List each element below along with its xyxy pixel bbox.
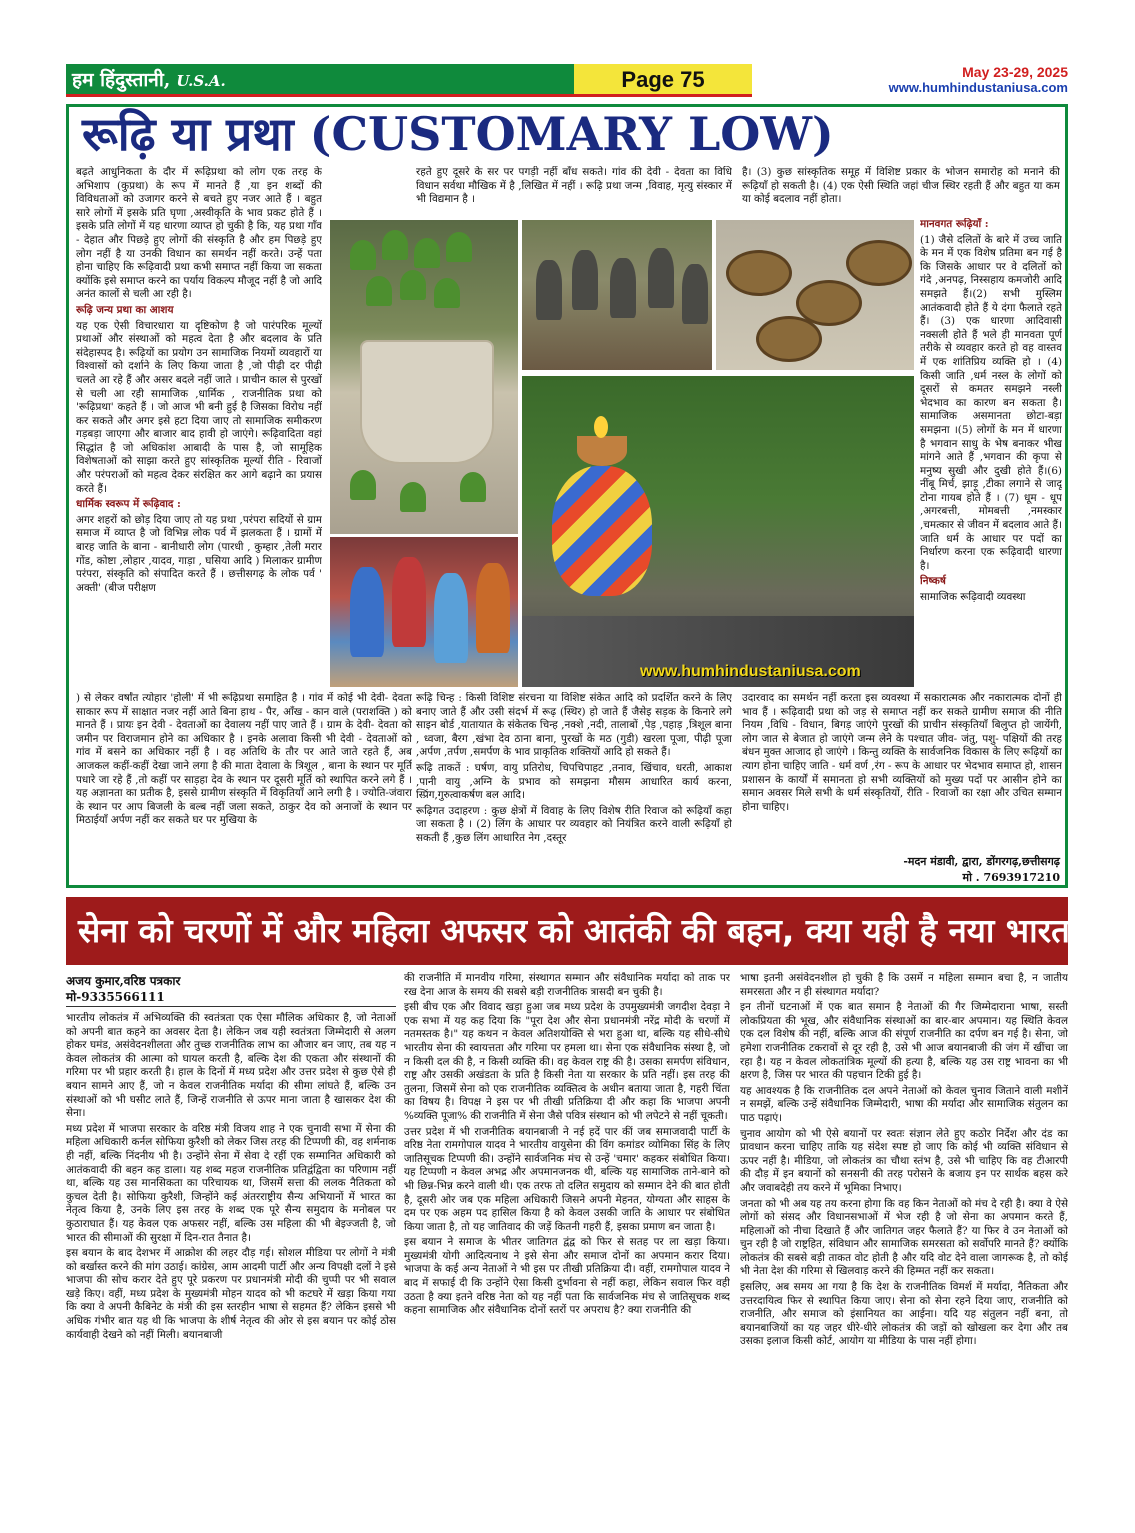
article1-col3-side	[920, 218, 1062, 690]
article2-author: अजय कुमार,वरिष्ठ पत्रकार	[66, 974, 181, 988]
article1-meaning-text: यह एक ऐसी विचारधारा या दृष्टिकोण है जो पारंपरिक मूल्यों प्रथाओं और संस्थाओं को महत्व देता है और बदलाव के प्रति संदेहास्पद है। रूढ़ियों का प्रयोग उन सामाजिक नियमों व्यवहारों या विश्वासों को दर्शाने के लिए किया जाता है ,जो पीढ़ी दर पीढ़ी चलते आ रहे हैं और असर बदले नहीं जाते । प्राचीन काल से पुरखों से चली आ रही सामाजिक ,धार्मिक , राजनीतिक प्रथा को 'रूढ़िप्रथा' कहते हैं । जो आज भी बनी हुई है जिसका विरोध नहीं कर सकते और अगर इसे हटा दिया जाए तो सामाजिक समीकरण गड़बड़ा जाएगा और बाजार बाद हावी हो जाएंगे। रूढ़िवादिता वहां सिद्धांत है जो अधिकांश आबादी के पास है, जो सामूहिक विशेषताओं को साझा करते हुए सांस्कृतिक मूल्यों रीति - रिवाजों और परंपराओं को महत्व देकर संरक्षित कर आगे बढ़ाने का प्रयास करते हैं।	[76, 319, 322, 495]
photo-stones	[522, 220, 712, 370]
article2-col3-p2: इन तीनों घटनाओं में एक बात समान है नेताओं की गैर जिम्मेदाराना भाषा, सस्ती लोकप्रियता की भूख, और संवैधानिक संस्थाओं का बार-बार अपमान। यह स्थिति केवल एक दल विशेष की नहीं, बल्कि आज की संपूर्ण राजनीति का दर्पण बन गई है। सेना, जो हमेशा राजनीतिक टकरावों से दूर रही है, उसे भी आज बयानबाजी की जंग में खींचा जा रहा है। यह न केवल लोकतांत्रिक मूल्यों की हत्या है, बल्कि यह उस राष्ट्र भावना का भी क्षरण है, जिस पर भारत की पहचान टिकी हुई है।	[740, 1001, 1068, 1082]
article1-byline: -मदन मंडावी, द्वारा, डोंगरगढ़,छत्तीसगढ़	[903, 855, 1060, 868]
paper-usa: U.S.A.	[176, 72, 226, 90]
leaf-cone	[366, 276, 392, 306]
photo-kalash	[522, 376, 914, 687]
issue-date: May 23-29, 2025	[962, 64, 1068, 80]
article1-forces: रूढ़ि ताकतें : घर्षण, वायु प्रतिरोध, चिपचिपाहट ,तनाव, खिंचाव, धरती, आकाश ,पानी वायु ,अग्नि के प्रभाव को समझना मौसम आधारित कार्य करना, स्प्रिंग,गुरुत्वाकर्षण बल आदि।	[416, 761, 732, 802]
page-number: Page 75	[574, 64, 752, 97]
offering-bowl	[846, 240, 912, 286]
leaf-cone	[446, 232, 472, 262]
article1-intro: बढ़ते आधुनिकता के दौर में रूढ़िप्रथा को लोग एक तरह के अभिशाप (कुप्रथा) के रूप में मानते हैं ,या इन शब्दों की विविधताओं को उजागर करने से बचते हुए नजर आते हैं । बहुत सारे लोगों में इसके प्रति घृणा ,अस्वीकृति के भाव प्रकट होते हैं । इसके प्रति लोगों में यह धारणा व्याप्त हो चुकी है कि, यह प्रथा गाँव - देहात और पिछड़े हुए लोगों की संस्कृति है और हम पिछड़े हुए लोग नहीं है या उनकी विधान का समर्थन नहीं करते। उन्हें पता होना चाहिए कि रूढ़िवादी प्रथा कभी समाप्त नहीं किया जा सकता क्योंकि इसे समाप्त करने का पर्याय विकल्प मौजूद नहीं है जो आदि अनंत कालों से चली आ रही है।	[76, 166, 322, 301]
leaf-cone	[350, 470, 376, 500]
article1-col3-top-text: है। (3) कुछ सांस्कृतिक समूह में विशिष्ट प्रकार के भोजन समारोह को मनाने की रूढ़ियाँ हो सकती है। (4) एक ऐसी स्थिति जहां चीज स्थिर रहती हैं और बहुत या कम या कोई बदलाव नहीं होता।	[742, 166, 1060, 206]
article2-col3-p1: भाषा इतनी असंवेदनशील हो चुकी है कि उसमें न महिला सम्मान बचा है, न जातीय समरसता और न ही संस्थागत मर्यादा?	[740, 972, 1068, 998]
article2-banner	[66, 897, 1090, 965]
article2-col2	[404, 972, 730, 1528]
author-divider	[66, 1006, 396, 1007]
article1-signs: रूढ़ि चिन्ह : किसी विशिष्ट संरचना या विशिष्ट संकेत आदि को प्रदर्शित करने के लिए बनाए जाते हैं और उसी संदर्भ में रूढ़ (स्थिर) हो जाते हैं जैसेइ सड़क के किनारे लगे साइन बोर्ड ,यातायात के संकेतक चिन्ह ,नक्शे ,नदी, तालाबों ,पेड़ ,पहाड़ ,त्रिशूल बाना , ध्वजा, बैरग ,खंभा देव ठाना बाना, पुरखों के मठ (गुडी) खरला पूजा, पीढ़ी पूजा ,अर्पण ,तर्पण ,समर्पण के भाव प्राकृतिक शक्तियों आदि हो सकते हैं।	[416, 692, 732, 759]
leaf-cone	[414, 238, 440, 268]
leaf-cone	[460, 472, 486, 502]
article1-sub-human: मानवगत रूढ़ियाँ :	[920, 218, 989, 230]
article1-phone: मो . 7693917210	[962, 871, 1060, 884]
diya-lamp	[577, 436, 627, 466]
woman-figure	[350, 567, 384, 657]
article2-col1-p3: इस बयान के बाद देशभर में आक्रोश की लहर दौड़ गई। सोशल मीडिया पर लोगों ने मंत्री को बर्खास्त करने की मांग उठाई। कांग्रेस, आम आदमी पार्टी और अन्य विपक्षी दलों ने इसे भाजपा की सोच करार देते हुए पूरे प्रकरण पर प्रधानमंत्री मोदी की चुप्पी पर भी सवाल खड़े किए। वहीं, मध्य प्रदेश के मुख्यमंत्री मोहन यादव को भी कटघरे में खड़ा किया गया कि क्या वे अपनी कैबिनेट के मंत्री की इस स्तरहीन भाषा से सहमत हैं? लेकिन इससे भी अधिक गंभीर बात यह थी कि भाजपा के शीर्ष नेतृत्व की ओर से इस बयान पर कोई ठोस कार्यवाही देखने को नहीं मिली। बयानबाजी	[66, 1247, 396, 1341]
paper-name: हम हिंदुस्तानी, U.S.A.	[72, 69, 226, 91]
article1-col1	[76, 166, 322, 686]
article1-col3-bottom	[742, 692, 1062, 852]
flame	[594, 416, 608, 438]
article1-conclusion-text: उदारवाद का समर्थन नहीं करता इस व्यवस्था में सकारात्मक और नकारात्मक दोनों ही भाव हैं । रूढ़िवादी प्रथा को जड़ से समाप्त नहीं कर सकते ग्रामीण समाज की नीति नियम ,विधि - विधान, बिगड़ जाएंगे पुरखों की प्राचीन संस्कृतियाँ बिलुप्त हो जायेंगी, लोग जात से बेजात हो जाएंगे जन्म लेने के पश्चात जीव- जंतु, पशु- पक्षियों की तरह बंधन मुक्त आजाद हो जाएंगे । किन्तु व्यक्ति के सार्वजनिक विकास के लिए रूढ़ियों का त्याग होना चाहिए जाति - धर्म वर्ण ,रंग - रूप के आधार पर भेदभाव समाप्त हो, शासन प्रशासन के कार्यों में समानता हो सभी व्यक्तियों को मुख्य पदों पर आसीन होने का समान अवसर मिले सभी के धर्म संस्कृतियों, रीति - रिवाजों का रक्षा और उचित सम्मान होना चाहिए।	[742, 692, 1062, 813]
article2-headline: सेना को चरणों में और महिला अफसर को आतंकी की बहन, क्या यही है नया भारत?	[78, 911, 1090, 950]
woman-figure	[476, 563, 510, 653]
article1-conclusion-start: सामाजिक रूढ़िवादी व्यवस्था	[920, 591, 1026, 604]
article2-col2-p1: की राजनीति में मानवीय गरिमा, संस्थागत सम्मान और संवैधानिक मर्यादा को ताक पर रख देना आज के समय की सबसे बड़ी राजनीतिक त्रासदी बन चुकी है।	[404, 972, 730, 998]
woman-figure	[392, 557, 426, 647]
article1-col2-top	[416, 166, 732, 218]
leaf-cone	[350, 240, 376, 270]
woman-figure	[434, 573, 468, 663]
offering-bowl	[726, 250, 792, 296]
stone-pot	[360, 340, 494, 464]
article2-col3-p6: इसलिए, अब समय आ गया है कि देश के राजनीतिक विमर्श में मर्यादा, नैतिकता और उत्तरदायित्व फिर से स्थापित किया जाए। सेना को सेना रहने दिया जाए, राजनीति को राजनीति, और समाज को इंसानियत का आईना। यदि यह संतुलन नहीं बना, तो बयानबाजियों का यह जहर धीरे-धीरे लोकतंत्र की जड़ों को खोखला कर देगा और तब उसका इलाज किसी कोर्ट, आयोग या मीडिया के पास नहीं होगा।	[740, 1281, 1068, 1348]
stone-idol	[682, 264, 708, 324]
article2-col3-p4: चुनाव आयोग को भी ऐसे बयानों पर स्वतः संज्ञान लेते हुए कठोर निर्देश और दंड का प्रावधान करना चाहिए ताकि यह संदेश स्पष्ट हो जाए कि कोई भी व्यक्ति संविधान से ऊपर नहीं है। मीडिया, जो लोकतंत्र का चौथा स्तंभ है, उसे भी चाहिए कि वह टीआरपी की दौड़ में इन बयानों को सनसनी की तरह परोसने के बजाय इन पर सार्थक बहस करे और जवाबदेही तय करने में भूमिका निभाए।	[740, 1127, 1068, 1194]
article2-col3-p5: जनता को भी अब यह तय करना होगा कि वह किन नेताओं को मंच दे रही है। क्या वे ऐसे लोगों को संसद और विधानसभाओं में भेज रही है जो सेना का अपमान करते हैं, महिलाओं को नीचा दिखाते हैं और जातिगत जहर फैलाते हैं? या फिर वे उन नेताओं को चुन रही है जो राष्ट्रहित, संविधान और सामाजिक समरसता को सर्वोपरि मानते हैं? क्योंकि लोकतंत्र की सबसे बड़ी ताकत वोट होती है और यदि वोट देने वाला जागरूक है, तो कोई भी नेता देश की गरिमा से खिलवाड़ करने की हिम्मत नहीं कर सकता।	[740, 1197, 1068, 1278]
website-link[interactable]: www.humhindustaniusa.com	[888, 80, 1068, 95]
article2-col1-p2: मध्य प्रदेश में भाजपा सरकार के वरिष्ठ मंत्री विजय शाह ने एक चुनावी सभा में सेना की महिला अधिकारी कर्नल सोफिया कुरैशी को लेकर जिस तरह की टिप्पणी की, वह शर्मनाक ही नहीं, बल्कि निंदनीय भी है। उन्होंने सेना में सेवा दे रहीं एक सम्मानित अधिकारी को आतंकवादी की बहन कह डाला। यह शब्द महज राजनीतिक प्रतिद्वंद्विता का परिणाम नहीं था, बल्कि यह उस मानसिकता का परिचायक था, जिसमें सत्ता की ललक नैतिकता को कुचल देती है। सोफिया कुरैशी, जिन्होंने कई अंतरराष्ट्रीय सैन्य अभियानों में भारत का नेतृत्व किया है, उनके लिए इस तरह के शब्द एक पूरे सैन्य समुदाय के मनोबल पर कुठाराघात हैं। यह केवल एक अफसर नहीं, बल्कि उस महिला की भी बेइज्जती है, जो भारत की सीमाओं की सुरक्षा में दिन-रात तैनात है।	[66, 1122, 396, 1244]
article2-col2-p3: उत्तर प्रदेश में भी राजनीतिक बयानबाजी ने नई हदें पार कीं जब समाजवादी पार्टी के वरिष्ठ नेता रामगोपाल यादव ने भारतीय वायुसेना की विंग कमांडर व्योमिका सिंह के लिए जातिसूचक टिप्पणी की। उन्होंने सार्वजनिक मंच से उन्हें 'चमार' कहकर संबोधित किया। यह टिप्पणी न केवल अभद्र और अपमानजनक थी, बल्कि यह सामाजिक ताने-बाने को भी छिन्न-भिन्न करने वाली थी। एक तरफ तो दलित समुदाय को सम्मान देने की बात होती है, दूसरी ओर जब एक महिला अधिकारी जिसने अपनी मेहनत, योग्यता और साहस के दम पर एक अहम पद हासिल किया है को केवल उसकी जाति के आधार पर संबोधित किया जाता है, तो यह जातिवाद की जड़ें कितनी गहरी हैं, इसका प्रमाण बन जाता है।	[404, 1125, 730, 1233]
article2-col2-p4: इस बयान ने समाज के भीतर जातिगत द्वंद्व को फिर से सतह पर ला खड़ा किया। मुख्यमंत्री योगी आदित्यनाथ ने इसे सेना और समाज दोनों का अपमान करार दिया। भाजपा के कई अन्य नेताओं ने भी इस पर तीखी प्रतिक्रिया दी। वहीं, रामगोपाल यादव ने बाद में सफाई दी कि उन्होंने ऐसा किसी दुर्भावना से नहीं कहा, लेकिन सवाल फिर वही उठता है क्या इतने वरिष्ठ नेता को यह नहीं पता कि सार्वजनिक मंच से जातिसूचक शब्द कहना सामाजिक और संवैधानिक दोनों स्तरों पर अपराध है? क्या राजनीति की	[404, 1236, 730, 1317]
article1-sub-meaning: रूढ़ि जन्य प्रथा का आशय	[76, 303, 174, 316]
article1-col1-cont	[76, 692, 412, 882]
article2-col3-p3: यह आवश्यक है कि राजनीतिक दल अपने नेताओं को केवल चुनाव जिताने वाली मशीनें न समझें, बल्कि उन्हें संवैधानिक जिम्मेदारी, भाषा की मर्यादा और सामाजिक संतुलन का पाठ पढ़ाएं।	[740, 1084, 1068, 1124]
article1-human-text: (1) जैसे दलितों के बारे में उच्च जाति के मन में एक विशेष प्रतिमा बन गई है कि जिसके आधार पर वे दलितों को गंदे ,अनपढ़, निस्सहाय कमजोरी आदि समझते हैं।(2) सभी मुस्लिम आतंकवादी होते हैं ये दंगा फैलाते रहते हैं। (3) एक धारणा आदिवासी नक्सली होते हैं भले ही मानवता पूर्ण तरीके से व्यवहार करते हो वह वास्तव में एक शांतिप्रिय व्यक्ति हो । (4) किसी जाति ,धर्म नस्ल के लोगों को दूसरों से कमतर समझने नस्ली भेदभाव का कारण बन सकता है। सामाजिक असमानता छोटा-बड़ा समझना ।(5) लोगों के मन में धारणा है भगवान साधु के भेष बनाकर भीख मांगने आते हैं ,भगवान की कृपा से मनुष्य सुखी और दुखी होते हैं।(6) नींबू मिर्च, झाड़ू ,टीका लगाने से जादू टोना गायब होते हैं । (7) धूम - धूप ,अगरबत्ती, मोमबत्ती ,नमस्कार ,चमत्कार से जीवन में बदलाव आते हैं। जाति धर्म के आधार पर पदों का निर्धारण करना एक रूढ़िवादी धारणा है।	[920, 233, 1062, 572]
leaf-cone	[400, 482, 426, 512]
article1-headline: रूढ़ि या प्रथा (CUSTOMARY LOW)	[82, 107, 834, 161]
stone-idol	[536, 260, 562, 320]
photo-watermark: www.humhindustaniusa.com	[640, 663, 861, 680]
page-header	[66, 64, 1068, 96]
article2-author-phone: मो-9335566111	[66, 990, 165, 1004]
article1-col2-bottom	[416, 692, 732, 882]
kalash-pot	[552, 466, 652, 596]
masthead-bar	[66, 64, 574, 97]
leaf-cone	[434, 278, 460, 308]
article2-col1-p1: भारतीय लोकतंत्र में अभिव्यक्ति की स्वतंत्रता एक ऐसा मौलिक अधिकार है, जो नेताओं को अपनी बात कहने का अवसर देता है। लेकिन जब यही स्वतंत्रता जिम्मेदारी से अलग होकर घमंड, असंवेदनशीलता और तुच्छ राजनीतिक लाभ का औजार बन जाए, तब यह न केवल लोकतंत्र की आत्मा को घायल करती है, बल्कि देश की एकता और संस्थानों की गरिमा पर भी प्रहार करती है। हाल के दिनों में मध्य प्रदेश और उत्तर प्रदेश से कुछ ऐसे ही बयान सामने आए हैं, जो न केवल राजनीतिक मर्यादा की सीमा लांघते हैं, बल्कि उन संस्थाओं को भी घसीट लाते हैं, जिन्हें राजनीति से ऊपर माना जाता है खासकर देश की सेना।	[66, 1012, 396, 1120]
offering-bowl	[756, 316, 822, 362]
leaf-cone	[400, 270, 426, 300]
photo-women-ritual	[330, 537, 518, 687]
article2-col2-p2: इसी बीच एक और विवाद खड़ा हुआ जब मध्य प्रदेश के उपमुख्यमंत्री जगदीश देवड़ा ने एक सभा में यह कह दिया कि "पूरा देश और सेना प्रधानमंत्री नरेंद्र मोदी के चरणों में नतमस्तक है।" यह कथन न केवल अतिशयोक्ति से भरा हुआ था, बल्कि यह सीधे-सीधे भारतीय सेना की स्वायत्तता और गरिमा पर हमला था। सेना एक संवैधानिक संस्था है, जो न किसी दल की है, न किसी व्यक्ति की। वह केवल राष्ट्र की है। उसका समर्पण संविधान, राष्ट्र और उसकी अखंडता के प्रति है किसी नेता या सरकार के प्रति नहीं। इस तरह की तुलना, जिसमें सेना को एक राजनीतिक व्यक्तित्व के अधीन बताया जाता है, गहरी चिंता का विषय है। विपक्ष ने इस पर भी तीखी प्रतिक्रिया दी और कहा कि भाजपा अपनी %व्यक्ति पूजा% की राजनीति में सेना जैसे पवित्र संस्थान को भी लपेटने से नहीं चूकती।	[404, 1001, 730, 1122]
article1-religious-text: अगर शहरों को छोड़ दिया जाए तो यह प्रथा ,परंपरा सदियों से ग्राम समाज में व्याप्त है जो विभिन्न लोक पर्व में झलकता हैं । ग्रामों में बारह जाति के बाना - बानीधारी लोग (पारधी , कुम्हार ,तेली मरार गोंड, कोष्टा ,लोहार ,यादव, गाड़ा , घसिया आदि ) मिलाकर ग्रामीण परंपरा, संस्कृति को संपादित करते हैं । छत्तीसगढ़ के लोक पर्व ' अक्ती' (बीज परीक्षण	[76, 513, 322, 594]
stone-idol	[572, 250, 598, 310]
stone-idol	[610, 258, 636, 318]
article2-col1	[66, 1012, 396, 1528]
article1-sub-religious: धार्मिक स्वरूप में रूढ़िवाद :	[76, 498, 181, 511]
photo-offerings	[716, 220, 914, 370]
article1-sub-conclusion: निष्कर्ष	[920, 575, 946, 588]
photo-leaf-pots	[330, 220, 518, 534]
stone-idol	[648, 248, 674, 308]
article1-col2-top-text: रहते हुए दूसरे के सर पर पगड़ी नहीं बाँध सकते। गांव की देवी - देवता का विधि विधान सर्वथा मौखिक में है ,लिखित में नहीं । रूढ़ि प्रथा जन्म ,विवाह, मृत्यु संस्कार में भी विद्यमान है ।	[416, 166, 732, 206]
article1-examples: रूढ़िगत उदाहरण : कुछ क्षेत्रों में विवाह के लिए विशेष रीति रिवाज को रूढ़ियाँ कहा जा सकता है । (2) लिंग के आधार पर व्यवहार को नियंत्रित करने वाली रूढ़ियाँ हो सकती हैं ,कुछ लिंग आधारित नेग ,दस्तूर	[416, 804, 732, 844]
leaf-cone	[382, 230, 408, 260]
article2-col3	[740, 972, 1068, 1528]
article1-col1-cont-text: ) से लेकर वर्षांत त्योहार 'होली' में भी रूढ़िप्रथा समाहित है । गांव में कोई भी देवी- देवता साकार रूप में साक्षात नजर नहीं आते बिना हाथ - पैर, आँख - कान वाले (पराशक्ति ) को मानते हैं । प्रायः इन देवी - देवताओं का देवालय नहीं पाए जाते हैं । ग्राम के देवी- देवता को जमीन पर विराजमान होने का अधिकार है । इनके अलावा किसी भी देवी - देवताओं को गांव में बसने का अधिकार नहीं है । वह अतिथि के तौर पर आते जाते रहते हैं, अब आजकल कहीं-कहीं देखा जाने लगा है की माता देवाला के त्रिशूल , बाना के स्थान पर मूर्ति पधारे जा रहे हैं ,तो कहीं पर साड़हा देव के स्थान पर दूसरी मूर्ति को स्थापित करने लगे हैं । यह अज्ञानता का प्रतीक है, इससे ग्रामीण संस्कृति में विकृतियाँ आने लगी है । ज्योति-जंवारा के स्थान पर आप बिजली के बल्ब नहीं जला सकते, ठाकुर देव को अनाजों के स्थान पर मिठाईयाँ अर्पण नहीं कर सकते घर पर मुखिया के	[76, 692, 412, 827]
article1-col3-top	[742, 166, 1060, 218]
